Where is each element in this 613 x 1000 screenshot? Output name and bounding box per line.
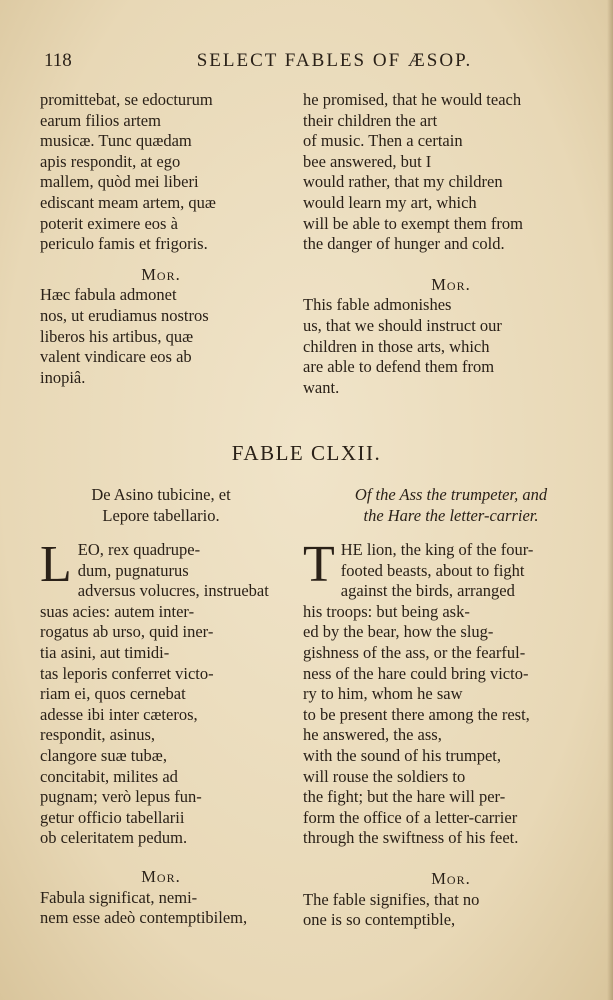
english-dropcap: T bbox=[303, 536, 335, 593]
page-edge-shadow bbox=[607, 0, 613, 1000]
latin-moral-line: liberos his artibus, quæ bbox=[40, 326, 194, 346]
english-body-line: to be present there among the rest, bbox=[303, 704, 530, 724]
latin-dropcap: L bbox=[40, 536, 72, 593]
latin-moral-line: nos, ut erudiamus nostros bbox=[40, 305, 209, 325]
english-body-line: will rouse the soldiers to bbox=[303, 766, 466, 786]
latin-text-line: promittebat, se edocturum bbox=[40, 90, 213, 109]
english-moral-line: The fable signifies, that no bbox=[303, 889, 480, 909]
english-moral-line: us, that we should instruct our bbox=[303, 315, 502, 335]
english-text-line: will be able to exempt them from bbox=[303, 213, 523, 233]
english-moral-line: are able to defend them from bbox=[303, 357, 495, 377]
english-body-line: ness of the hare could bring victo- bbox=[303, 663, 529, 683]
english-subtitle bbox=[303, 485, 599, 526]
latin-body-line: concitabit, milites ad bbox=[40, 766, 178, 786]
english-body-line: gishness of the ass, or the fearful- bbox=[303, 642, 526, 662]
english-body-line: footed beasts, about to fight bbox=[340, 560, 525, 580]
english-text-line: would rather, that my children bbox=[303, 172, 503, 192]
english-body-line: ry to him, whom he saw bbox=[303, 684, 463, 704]
english-body-line: against the birds, arranged bbox=[340, 581, 515, 601]
latin-body-line: clangore suæ tubæ, bbox=[40, 745, 167, 765]
english-body-line: the fight; but the hare will per- bbox=[303, 787, 506, 807]
latin-body-line: tia asini, aut timidi- bbox=[40, 642, 170, 662]
latin-body-line: dum, pugnaturus bbox=[77, 560, 189, 580]
latin-subtitle bbox=[40, 485, 282, 526]
english-body-line: his troops: but being ask- bbox=[303, 601, 470, 621]
latin-body-line: adesse ibi inter cæteros, bbox=[40, 704, 198, 724]
latin-body-line: tas leporis conferret victo- bbox=[40, 663, 214, 683]
english-moral-line: want. bbox=[303, 377, 340, 397]
latin-text-line: periculo famis et frigoris. bbox=[40, 234, 208, 254]
running-head: SELECT FABLES OF ÆSOP. bbox=[196, 50, 473, 71]
english-body-line: form the office of a letter-carrier bbox=[303, 807, 518, 827]
latin-moral-line: nem esse adeò contemptibilem, bbox=[40, 908, 248, 928]
latin-body-line: getur officio tabellarii bbox=[40, 807, 185, 827]
latin-text-line: earum filios artem bbox=[40, 110, 161, 130]
latin-subtitle-line: Lepore tabellario. bbox=[102, 505, 220, 525]
english-column-fable bbox=[303, 536, 599, 931]
english-column-top bbox=[303, 90, 599, 398]
latin-body-line: respondit, asinus, bbox=[40, 725, 156, 745]
english-text-line: of music. Then a certain bbox=[303, 131, 463, 151]
latin-text-line: ediscant meam artem, quæ bbox=[40, 192, 216, 212]
english-subtitle-line: Of the Ass the trumpeter, and bbox=[354, 485, 548, 504]
latin-column-fable bbox=[40, 536, 282, 929]
latin-column-top bbox=[40, 90, 282, 388]
english-body-line: HE lion, the king of the four- bbox=[340, 540, 534, 559]
english-body-line: ed by the bear, how the slug- bbox=[303, 622, 494, 642]
english-text-line: would learn my art, which bbox=[303, 192, 477, 212]
english-moral-line: children in those arts, which bbox=[303, 336, 490, 356]
latin-body-line: riam ei, quos cernebat bbox=[40, 684, 186, 704]
english-text-line: their children the art bbox=[303, 110, 438, 130]
latin-text-line: mallem, quòd mei liberi bbox=[40, 172, 199, 192]
english-text-line: the danger of hunger and cold. bbox=[303, 234, 505, 254]
latin-moral-heading: Mor. bbox=[141, 866, 181, 886]
latin-body-line: pugnam; verò lepus fun- bbox=[40, 787, 202, 807]
latin-body-line: rogatus ab urso, quid iner- bbox=[40, 622, 214, 642]
english-text-line: bee answered, but I bbox=[303, 151, 432, 171]
latin-body-line: EO, rex quadrupe- bbox=[77, 540, 201, 559]
english-text-line: he promised, that he would teach bbox=[303, 90, 522, 109]
english-body-line: through the swiftness of his feet. bbox=[303, 828, 519, 848]
latin-body-line: adversus volucres, instruebat bbox=[77, 581, 269, 601]
english-body-line: with the sound of his trumpet, bbox=[303, 745, 501, 765]
page-header bbox=[38, 50, 591, 80]
latin-text-line: musicæ. Tunc quædam bbox=[40, 131, 192, 151]
latin-moral-line: Hæc fabula admonet bbox=[40, 285, 177, 305]
page-number: 118 bbox=[44, 50, 72, 71]
english-body-line: he answered, the ass, bbox=[303, 725, 442, 745]
latin-moral-line: Fabula significat, nemi- bbox=[40, 887, 198, 907]
latin-subtitle-line: De Asino tubicine, et bbox=[91, 485, 231, 504]
english-moral-line: This fable admonishes bbox=[303, 295, 452, 315]
english-moral-heading: Mor. bbox=[431, 868, 471, 888]
english-moral-heading: Mor. bbox=[431, 274, 471, 294]
latin-body-line: ob celeritatem pedum. bbox=[40, 828, 188, 848]
english-moral-line: one is so contemptible, bbox=[303, 910, 456, 930]
latin-moral-line: inopiâ. bbox=[40, 367, 86, 387]
latin-moral-heading: Mor. bbox=[141, 264, 181, 284]
latin-moral-line: valent vindicare eos ab bbox=[40, 347, 192, 367]
latin-text-line: apis respondit, at ego bbox=[40, 151, 181, 171]
latin-body-line: suas acies: autem inter- bbox=[40, 601, 195, 621]
english-subtitle-line: the Hare the letter-carrier. bbox=[363, 505, 539, 525]
fable-title: FABLE CLXII. bbox=[231, 441, 382, 465]
latin-text-line: poterit eximere eos à bbox=[40, 213, 178, 233]
